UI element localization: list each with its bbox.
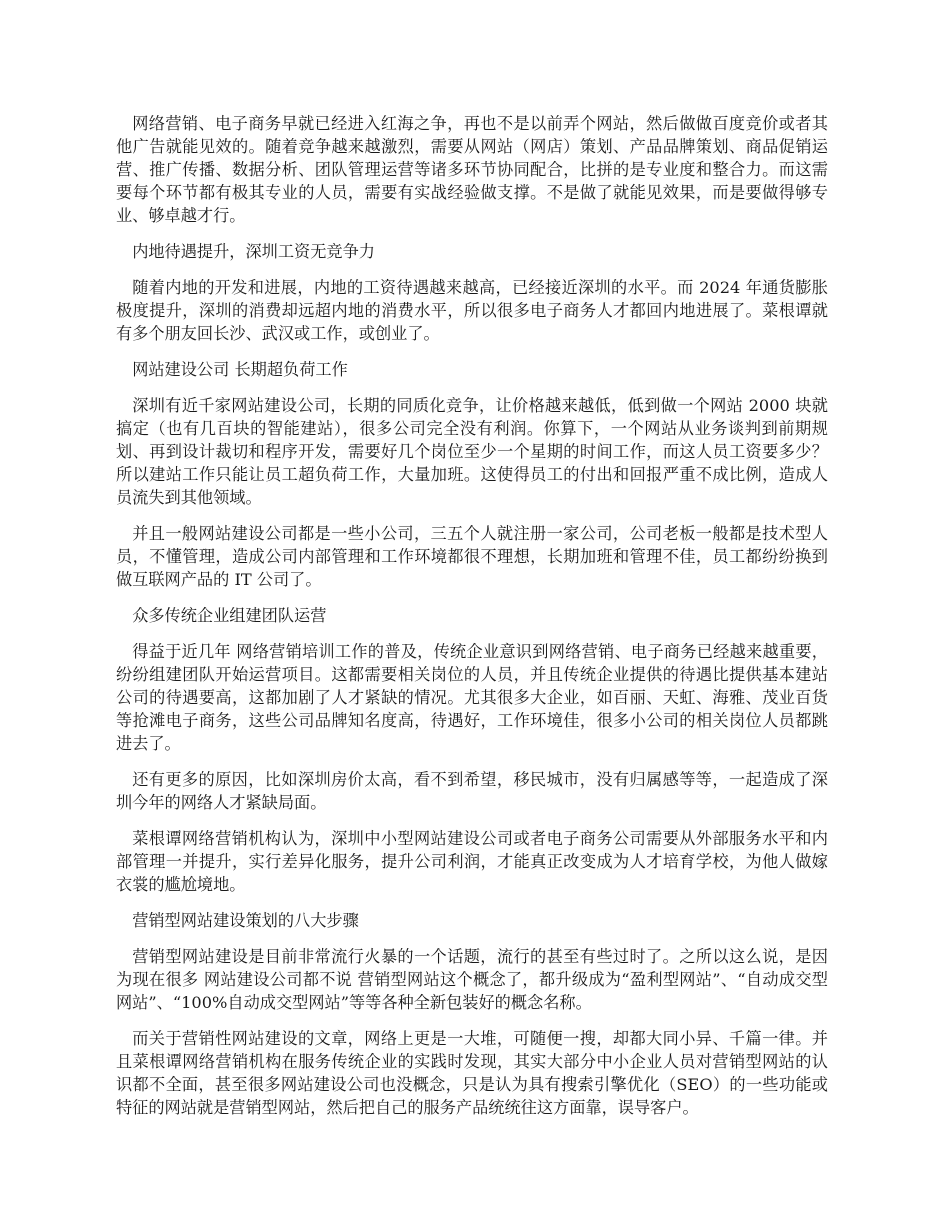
- paragraph-intro: 网络营销、电子商务早就已经进入红海之争，再也不是以前弄个网站，然后做做百度竞价或者其他广告就能见效的。随着竞争越来越激烈，需要从网站（网店）策划、产品品牌策划、商品促销运营、推广传播、数据分析、团队管理运营等诸多环节协同配合，比拼的是专业度和整合力。而这需要每个环节都有极其专业的人员，需要有实战经验做支撑。不是做了就能见效果，而是要做得够专业、够卓越才行。: [116, 114, 828, 225]
- paragraph-eight-steps-1: 营销型网站建设是目前非常流行火暴的一个话题，流行的甚至有些过时了。之所以这么说，是因为现在很多 网站建设公司都不说 营销型网站这个概念了，都升级成为“盈利型网站”、“自动成交型网站”、“100%自动成交型网站”等等各种全新包装好的概念名称。: [116, 947, 828, 1012]
- paragraph-eight-steps-2: 而关于营销性网站建设的文章，网络上更是一大堆，可随便一搜，却都大同小异、千篇一律。并且菜根谭网络营销机构在服务传统企业的实践时发现，其实大部分中小企业人员对营销型网站的认识都不全面，甚至很多网站建设公司也没概念，只是认为具有搜索引擎优化（SEO）的一些功能或特征的网站就是营销型网站，然后把自己的服务产品统统往这方面靠，误导客户。: [116, 1029, 828, 1117]
- heading-traditional: 众多传统企业组建团队运营: [132, 606, 327, 625]
- paragraph-overload-1: 深圳有近千家网站建设公司，长期的同质化竞争，让价格越来越低，低到做一个网站 2000 块就搞定（也有几百块的智能建站），很多公司完全没有利润。你算下，一个网站从业务谈判到前期规划、再到设计裁切和程序开发，需要好几个岗位至少一个星期的时间工作，而这人员工资要多少？所以建站工作只能让员工超负荷工作，大量加班。这使得员工的付出和回报严重不成比例，造成人员流失到其他领域。: [116, 396, 828, 507]
- document-body: [116, 112, 828, 1132]
- paragraph-opinion: 菜根谭网络营销机构认为，深圳中小型网站建设公司或者电子商务公司需要从外部服务水平和内部管理一并提升，实行差异化服务，提升公司利润，才能真正改变成为人才培育学校，为他人做嫁衣裳的尴尬境地。: [116, 829, 828, 894]
- heading-inland-salary: 内地待遇提升，深圳工资无竞争力: [132, 242, 375, 261]
- paragraph-other-reasons: 还有更多的原因，比如深圳房价太高，看不到希望，移民城市，没有归属感等等，一起造成了深圳今年的网络人才紧缺局面。: [116, 770, 828, 812]
- heading-overload: 网站建设公司 长期超负荷工作: [132, 360, 348, 379]
- paragraph-traditional: 得益于近几年 网络营销培训工作的普及，传统企业意识到网络营销、电子商务已经越来越重要，纷纷组建团队开始运营项目。这都需要相关岗位的人员，并且传统企业提供的待遇比提供基本建站公司的待遇要高，这都加剧了人才紧缺的情况。尤其很多大企业，如百丽、天虹、海雅、茂业百货等抢滩电子商务，这些公司品牌知名度高，待遇好，工作环境佳，很多小公司的相关岗位人员都跳进去了。: [116, 642, 828, 753]
- paragraph-overload-2: 并且一般网站建设公司都是一些小公司，三五个人就注册一家公司，公司老板一般都是技术型人员，不懂管理，造成公司内部管理和工作环境都很不理想，长期加班和管理不佳，员工都纷纷换到做互联网产品的 IT 公司了。: [116, 524, 828, 589]
- paragraph-inland-salary: 随着内地的开发和进展，内地的工资待遇越来越高，已经接近深圳的水平。而 2024 年通货膨胀极度提升，深圳的消费却远超内地的消费水平，所以很多电子商务人才都回内地进展了。菜根谭就有多个朋友回长沙、武汉或工作，或创业了。: [116, 278, 828, 343]
- heading-eight-steps: 营销型网站建设策划的八大步骤: [132, 911, 359, 930]
